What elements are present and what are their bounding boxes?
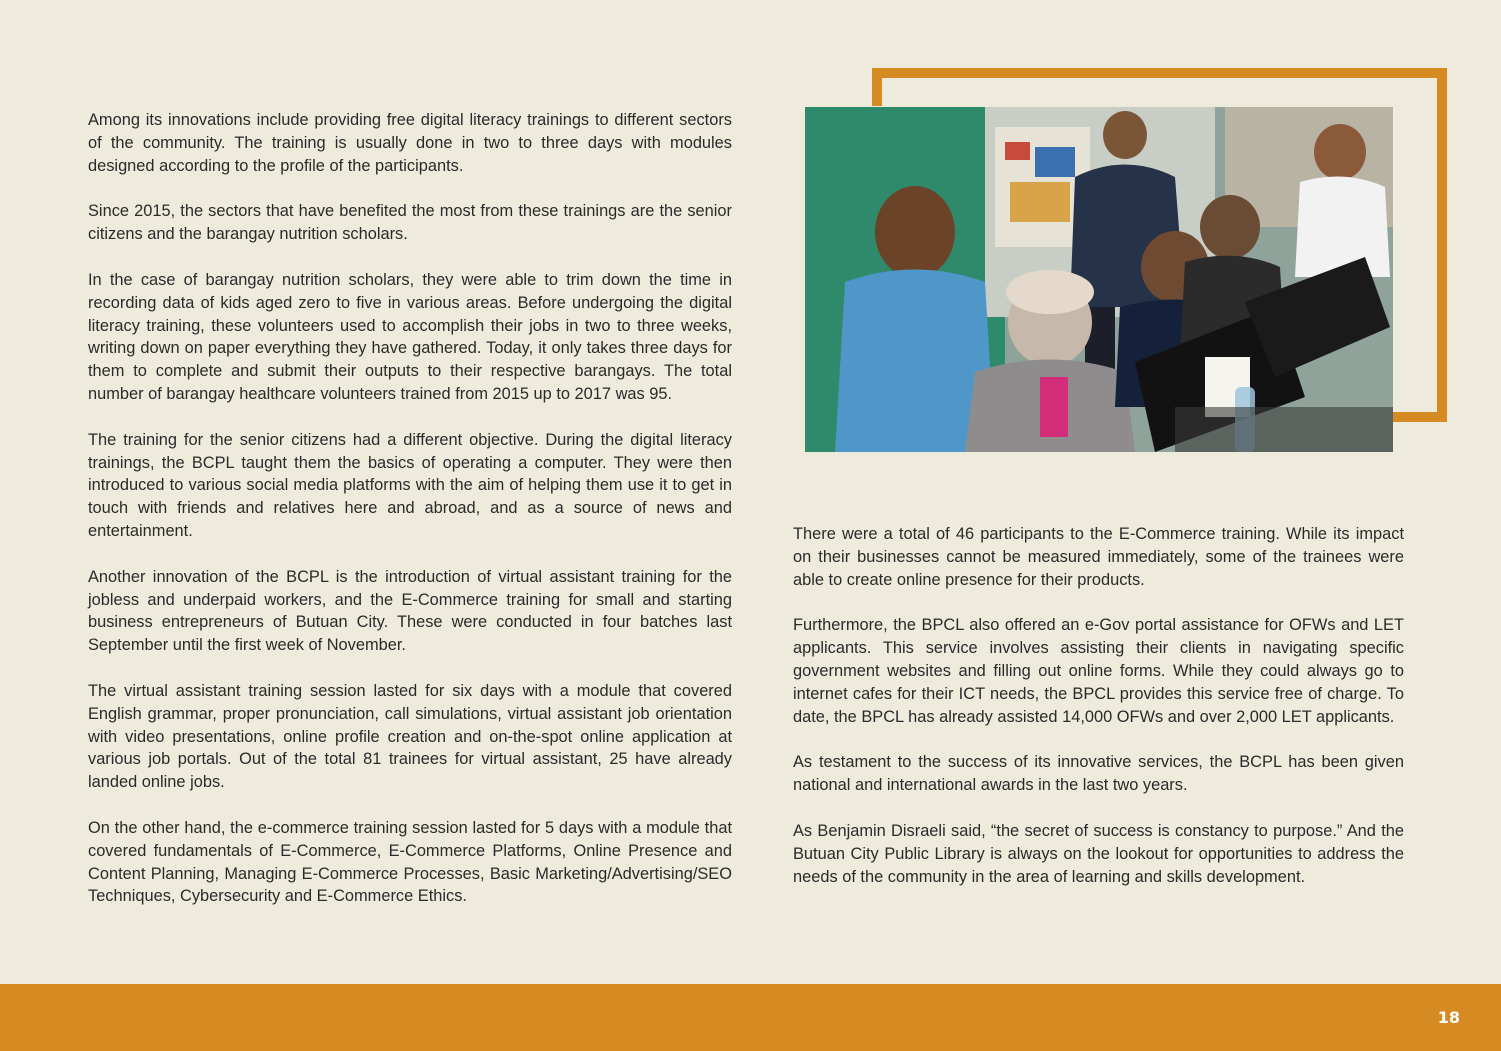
paragraph: As Benjamin Disraeli said, “the secret of success is constancy to purpose.” And the Butuan City Public Library is always on the lookout for opportunities to address the needs of the community in the area of learning and skills development.: [793, 821, 1404, 886]
paragraph: The virtual assistant training session lasted for six days with a module that covered English grammar, proper pronunciation, call simulations, virtual assistant job orientation with video presentations, online profile creation and on-the-spot online application at various job portals. Out of the total 81 trainees for virtual assistant, 25 have already landed online jobs.: [88, 681, 732, 792]
paragraph: Another innovation of the BCPL is the introduction of virtual assistant training for the jobless and underpaid workers, and the E-Commerce training for small and starting business entrepreneurs of Butuan City. These were conducted in four batches last September until the first week of November.: [88, 567, 732, 655]
paragraph: On the other hand, the e-commerce training session lasted for 5 days with a module that covered fundamentals of E-Commerce, E-Commerce Platforms, Online Presence and Content Planning, Managing E-Commerce Processes, Basic Marketing/Advertising/SEO Techniques, Cybersecurity and E-Commerce Ethics.: [88, 818, 732, 906]
paragraph: Among its innovations include providing free digital literacy trainings to different sectors of the community. The training is usually done in two to three days with modules designed according to the profile of the participants.: [88, 111, 732, 175]
page-number: 18: [1437, 1008, 1460, 1027]
left-text-column: [88, 109, 732, 931]
paragraph: In the case of barangay nutrition scholars, they were able to trim down the time in recording data of kids aged zero to five in various areas. Before undergoing the digital literacy training, these volunteers used to accomplish their jobs in two to three weeks, writing down on paper everything they have gathered. Today, it only takes three days for them to complete and submit their outputs to their respective barangays. The total number of barangay healthcare volunteers trained from 2015 up to 2017 was 95.: [88, 270, 732, 403]
training-photo: [805, 107, 1393, 452]
paragraph: Furthermore, the BPCL also offered an e-Gov portal assistance for OFWs and LET applicants. This service involves assisting their clients in navigating specific government websites and filling out online forms. While they could always go to internet cafes for their ICT needs, the BPCL provides this service free of charge. To date, the BPCL has already assisted 14,000 OFWs and over 2,000 LET applicants.: [793, 616, 1404, 726]
paragraph: As testament to the success of its innovative services, the BCPL has been given national and international awards in the last two years.: [793, 753, 1404, 795]
paragraph: Since 2015, the sectors that have benefited the most from these trainings are the senior citizens and the barangay nutrition scholars.: [88, 202, 732, 244]
footer-bar: [0, 984, 1501, 1051]
right-text-column: [793, 523, 1404, 911]
paragraph: The training for the senior citizens had a different objective. During the digital literacy trainings, the BCPL taught them the basics of operating a computer. They were then introduced to various social media platforms with the aim of helping them use it to get in touch with friends and relatives here and abroad, and as a source of news and entertainment.: [88, 430, 732, 540]
paragraph: There were a total of 46 participants to the E-Commerce training. While its impact on their businesses cannot be measured immediately, some of the trainees were able to create online presence for their products.: [793, 525, 1404, 589]
